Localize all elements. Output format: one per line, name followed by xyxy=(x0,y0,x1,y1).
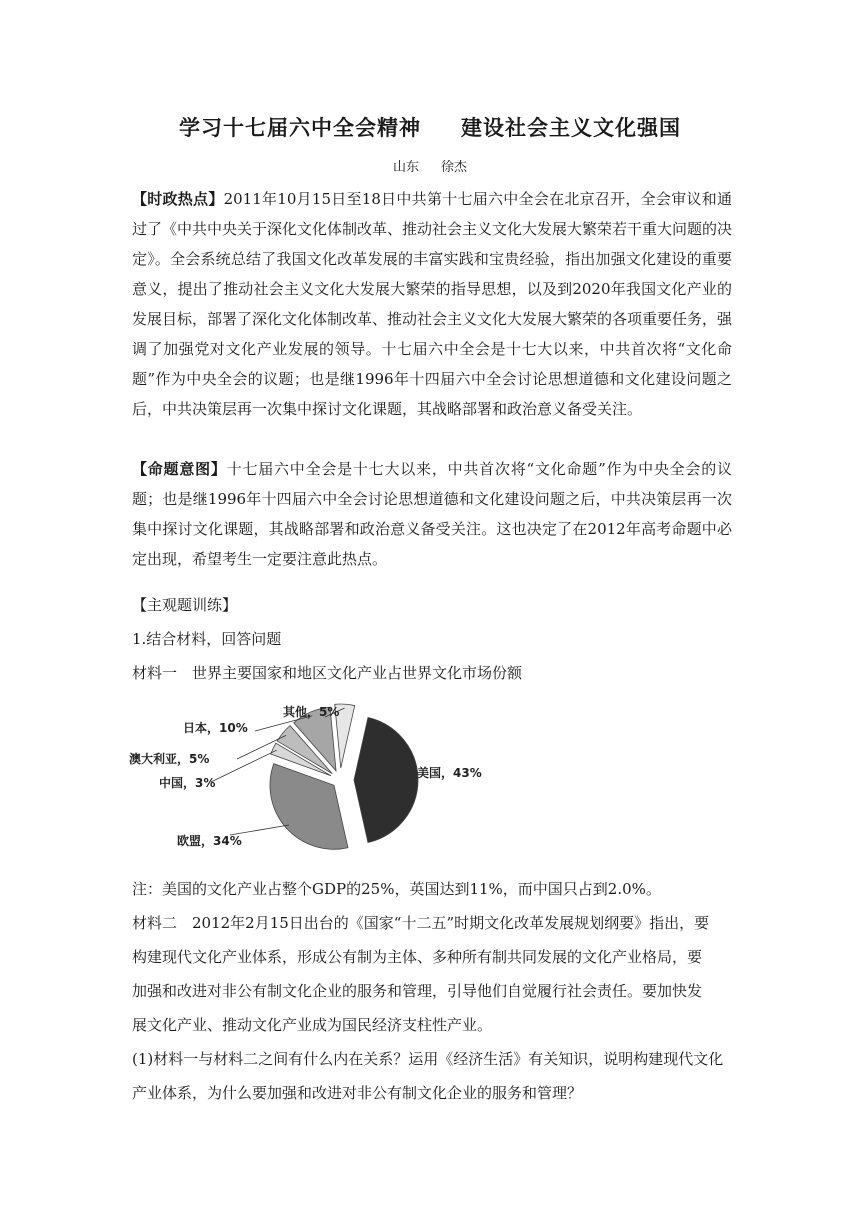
intent-paragraph xyxy=(132,454,732,574)
pie-label-5: 日本，10% xyxy=(183,721,248,735)
question-one-line-2: 产业体系，为什么要加强和改进对非公有制文化企业的服务和管理？ xyxy=(132,1084,583,1102)
hot-topic-text: 2011年10月15日至18日中共第十七届六中全会在北京召开，全会审议和通过了《中共中央关于深化文化体制改革、推动社会主义文化大发展大繁荣若干重大问题的决定》。全会系统总结了我国文化改革发展的丰富实践和宝贵经验，指出加强文化建设的重要意义，提出了推动社会主义文化大发展大繁荣的指导思想，以及到2020年我国文化产业的发展目标，部署了深化文化体制改革、推动社会主义文化大发展大繁荣的各项重要任务，强调了加强党对文化产业发展的领导。十七届六中全会是十七大以来，中共首次将“文化命题”作为中央全会的议题；也是继1996年十四届六中全会讨论思想道德和文化建设问题之后，中共决策层再一次集中探讨文化课题，其战略部署和政治意义备受关注。 xyxy=(132,190,733,418)
title-part-2: 建设社会主义文化强国 xyxy=(461,116,681,140)
author-line xyxy=(0,156,860,175)
pie-slice-2 xyxy=(270,764,348,850)
pie-slice-1 xyxy=(354,718,418,843)
title-part-1: 学习十七届六中全会精神 xyxy=(179,116,421,140)
material-one-title: 材料一 世界主要国家和地区文化产业占世界文化市场份额 xyxy=(132,664,523,682)
material-two-line-1: 材料二 2012年2月15日出台的《国家“十二五”时期文化改革发展规划纲要》指出，要 xyxy=(132,914,710,932)
page-title xyxy=(0,112,860,142)
section-heading: 【主观题训练】 xyxy=(132,596,238,614)
pie-leader-line-3 xyxy=(211,750,277,782)
pie-label-1: 美国，43% xyxy=(417,766,482,780)
hot-topic-heading: 【时政热点】 xyxy=(132,190,224,208)
chart-note: 注：美国的文化产业占整个GDP的25%，英国达到11%，而中国只占到2.0%。 xyxy=(132,880,661,898)
author-name: 徐杰 xyxy=(441,160,468,175)
author-region: 山东 xyxy=(392,160,419,175)
material-two-line-3: 加强和改进对非公有制文化企业的服务和管理，引导他们自觉履行社会责任。要加快发 xyxy=(132,982,703,1000)
intent-heading: 【命题意图】 xyxy=(132,460,227,478)
question-intro: 1.结合材料，回答问题 xyxy=(132,630,282,648)
pie-label-3: 中国，3% xyxy=(159,776,216,790)
hot-topic-paragraph xyxy=(132,184,732,424)
intent-text: 十七届六中全会是十七大以来，中共首次将“文化命题”作为中央全会的议题；也是继1996年十四届六中全会讨论思想道德和文化建设问题之后，中共决策层再一次集中探讨文化课题，其战略部署和政治意义备受关注。这也决定了在2012年高考命题中必定出现，希望考生一定要注意此热点。 xyxy=(132,460,732,568)
pie-label-2: 欧盟，34% xyxy=(177,834,242,848)
market-share-pie-chart xyxy=(125,695,565,860)
question-one-line-1: (1)材料一与材料二之间有什么内在关系？运用《经济生活》有关知识，说明构建现代文化 xyxy=(132,1050,724,1068)
material-two-line-4: 展文化产业、推动文化产业成为国民经济支柱性产业。 xyxy=(132,1016,493,1034)
pie-label-4: 澳大利亚，5% xyxy=(129,752,210,766)
material-two-line-2: 构建现代文化产业体系，形成公有制为主体、多种所有制共同发展的文化产业格局，要 xyxy=(132,948,703,966)
pie-label-6: 其他，5% xyxy=(283,705,340,719)
